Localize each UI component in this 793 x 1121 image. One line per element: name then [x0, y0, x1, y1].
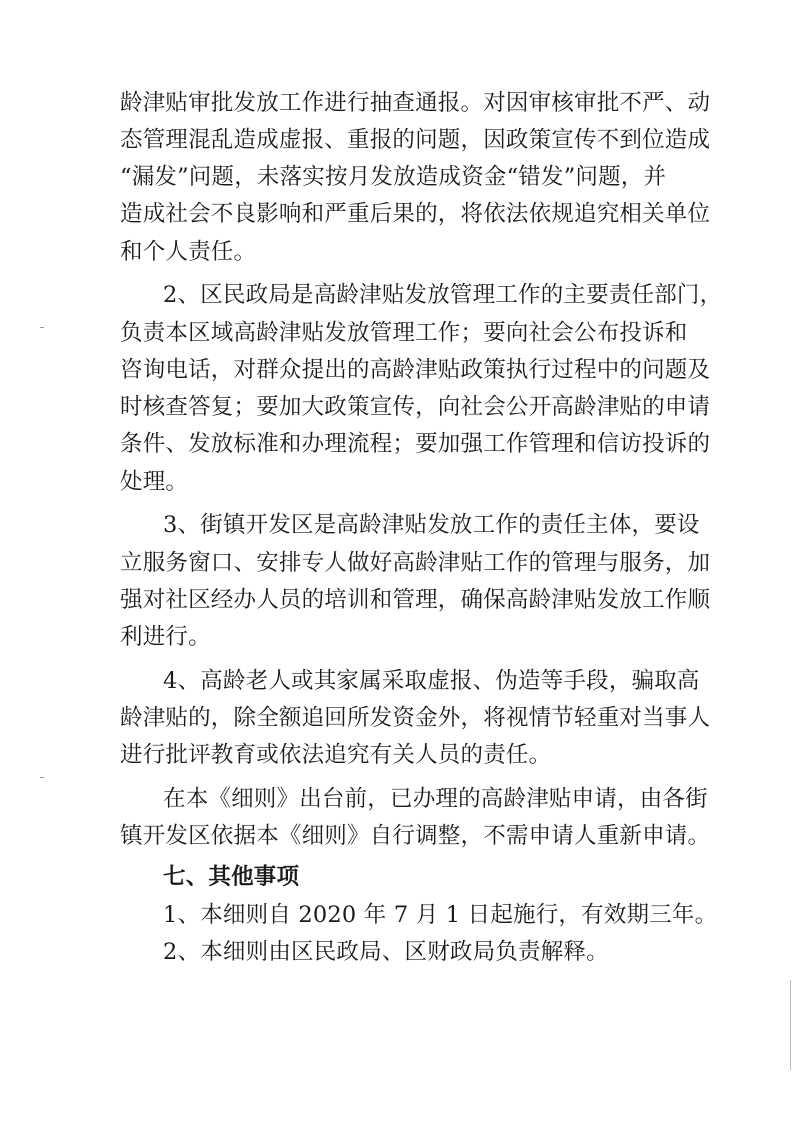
- text-line: 咨询电话，对群众提出的高龄津贴政策执行过程中的问题及: [120, 357, 711, 383]
- paragraph-5-start: 在本《细则》出台前，已办理的高龄津贴申请，由各街: [163, 786, 708, 812]
- text-line: 进行批评教育或依法追究有关人员的责任。: [120, 742, 552, 768]
- scan-mark: [40, 327, 44, 328]
- text-line: 负责本区域高龄津贴发放管理工作；要向社会公布投诉和: [120, 320, 688, 346]
- text-line: 利进行。: [120, 624, 211, 650]
- item-2: 2、本细则由区民政局、区财政局负责解释。: [163, 939, 609, 965]
- text-line: 龄津贴审批发放工作进行抽查通报。对因审核审批不严、动: [120, 90, 711, 116]
- text-line: 龄津贴的，除全额追回所发资金外，将视情节轻重对当事人: [120, 705, 711, 731]
- text-line: 处理。: [120, 469, 189, 495]
- text-line: 造成社会不良影响和严重后果的，将依法依规追究相关单位: [120, 201, 711, 227]
- scan-edge: [790, 980, 791, 1070]
- paragraph-3-start: 3、街镇开发区是高龄津贴发放工作的责任主体，要设: [163, 512, 700, 538]
- item-1: 1、本细则自 2020 年 7 月 1 日起施行，有效期三年。: [163, 902, 718, 928]
- paragraph-2-start: 2、区民政局是高龄津贴发放管理工作的主要责任部门，: [163, 282, 723, 308]
- text-line: 立服务窗口、安排专人做好高龄津贴工作的管理与服务，加: [120, 550, 711, 576]
- text-line: 和个人责任。: [120, 239, 257, 265]
- text-line: “漏发”问题，未落实按月发放造成资金“错发”问题，并: [120, 164, 667, 190]
- paragraph-4-start: 4、高龄老人或其家属采取虚报、伪造等手段，骗取高: [163, 668, 700, 694]
- text-line: 时核查答复；要加大政策宣传，向社会公开高龄津贴的申请: [120, 394, 711, 420]
- text-line: 条件、发放标准和办理流程；要加强工作管理和信访投诉的: [120, 431, 711, 457]
- text-line: 镇开发区依据本《细则》自行调整，不需申请人重新申请。: [120, 823, 711, 849]
- scan-mark: [40, 777, 44, 778]
- text-line: 态管理混乱造成虚报、重报的问题，因政策宣传不到位造成: [120, 127, 711, 153]
- text-line: 强对社区经办人员的培训和管理，确保高龄津贴发放工作顺: [120, 587, 711, 613]
- section-heading: 七、其他事项: [163, 864, 300, 890]
